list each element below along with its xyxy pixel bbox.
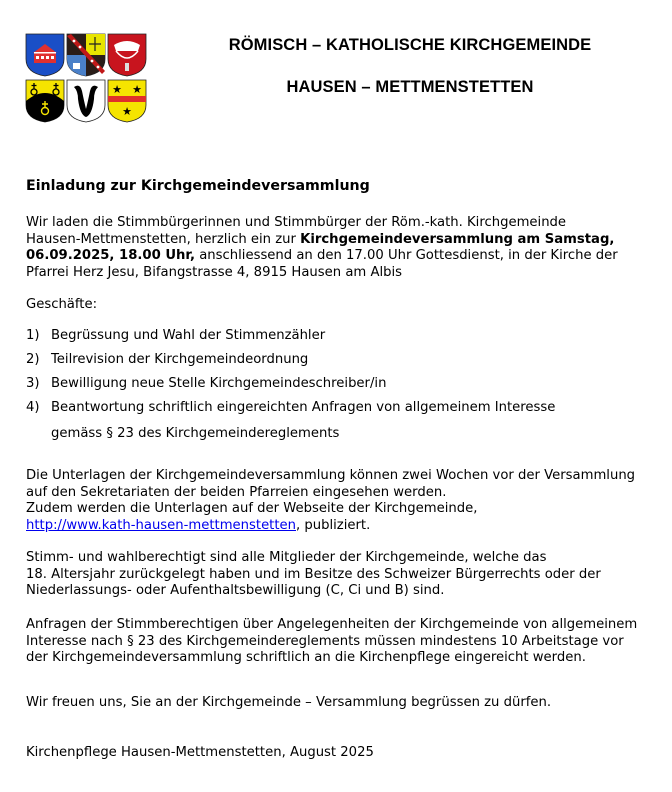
paragraph-line: Niederlassungs- oder Aufenthaltsbewilligung (C, Ci und B) sind.	[26, 583, 445, 598]
agenda-number: 3)	[26, 376, 40, 391]
agenda-label: Geschäfte:	[26, 297, 98, 312]
agenda-item	[26, 400, 555, 415]
paragraph-line: auf den Sekretariaten der beiden Pfarreien eingesehen werden.	[26, 484, 447, 500]
agenda-item	[26, 376, 386, 391]
svg-text:★: ★	[112, 83, 122, 96]
signature: Kirchenpflege Hausen-Mettmenstetten, August 2025	[26, 745, 374, 760]
crest-stars-icon	[107, 79, 147, 123]
crest-unicorns-icon	[66, 79, 106, 123]
agenda-number: 2)	[26, 352, 40, 367]
agenda-text: Beantwortung schriftlich eingereichten Anfragen von allgemeinem Interesse	[51, 400, 556, 415]
header-title-line2: HAUSEN – METTMENSTETTEN	[286, 78, 534, 96]
paragraph-line: Stimm- und wahlberechtigt sind alle Mitglieder der Kirchgemeinde, welche das	[26, 550, 547, 565]
paragraph-text: , publiziert.	[296, 517, 371, 533]
svg-text:★: ★	[132, 83, 142, 96]
intro-text: anschliessend an den 17.00 Uhr Gottesdienst, in der Kirche der	[195, 248, 618, 263]
agenda-text: Teilrevision der Kirchgemeindeordnung	[51, 352, 309, 367]
agenda-number: 4)	[26, 400, 40, 415]
paragraph-line: Die Unterlagen der Kirchgemeindeversammlung können zwei Wochen vor der Versammlung	[26, 468, 636, 483]
paragraph-line: 18. Altersjahr zurückgelegt haben und im Besitze des Schweizer Bürgerrechts oder der	[26, 566, 601, 582]
paragraph-line: der Kirchgemeindeversammlung schriftlich an die Kirchenpflege eingereicht werden.	[26, 650, 586, 665]
eligibility-paragraph	[26, 550, 601, 600]
meeting-address: Pfarrei Herz Jesu, Bifangstrasse 4, 8915 Hausen am Albis	[26, 264, 403, 280]
svg-text:★: ★	[122, 105, 132, 118]
paragraph-line: Zudem werden die Unterlagen auf der Webseite der Kirchgemeinde,	[26, 501, 478, 516]
crest-orbs-icon	[25, 79, 65, 123]
paragraph-line: Interesse nach § 23 des Kirchgemeindereglements müssen mindestens 10 Arbeitstage vor	[26, 633, 624, 649]
meeting-title: Kirchgemeindeversammlung am Samstag,	[300, 231, 615, 247]
documents-paragraph	[26, 468, 635, 534]
header-title-line1: RÖMISCH – KATHOLISCHE KIRCHGEMEINDE	[228, 36, 592, 54]
intro-line: Wir laden die Stimmbürgerinnen und Stimmbürger der Röm.-kath. Kirchgemeinde	[26, 215, 567, 230]
requests-paragraph	[26, 617, 637, 667]
intro-text: Hausen-Mettmenstetten, herzlich ein zur	[26, 231, 301, 247]
paragraph-line: Anfragen der Stimmberechtigen über Angelegenheiten der Kirchgemeinde von allgemeinem	[26, 617, 638, 632]
meeting-datetime: 06.09.2025, 18.00 Uhr,	[26, 248, 196, 263]
document-heading: Einladung zur Kirchgemeindeversammlung	[26, 178, 370, 194]
crest-hausen-icon	[25, 33, 65, 77]
intro-line	[26, 248, 618, 265]
crest-diagonal-icon	[66, 33, 106, 77]
agenda-text: Begrüssung und Wahl der Stimmenzähler	[51, 328, 326, 343]
agenda-text: Bewilligung neue Stelle Kirchgemeindeschreiber/in	[51, 376, 387, 391]
paragraph-line	[26, 518, 635, 535]
website-link[interactable]: http://www.kath-hausen-mettmenstetten	[26, 517, 296, 533]
intro-paragraph	[26, 215, 618, 281]
agenda-item	[26, 328, 325, 343]
agenda-item	[26, 352, 308, 367]
closing-text: Wir freuen uns, Sie an der Kirchgemeinde – Versammlung begrüssen zu dürfen.	[26, 695, 552, 710]
intro-line	[26, 232, 618, 249]
agenda-item-continuation: gemäss § 23 des Kirchgemeindereglements	[51, 426, 340, 441]
crest-bell-icon	[107, 33, 147, 77]
coat-of-arms-group	[25, 33, 147, 125]
agenda-number: 1)	[26, 328, 40, 343]
